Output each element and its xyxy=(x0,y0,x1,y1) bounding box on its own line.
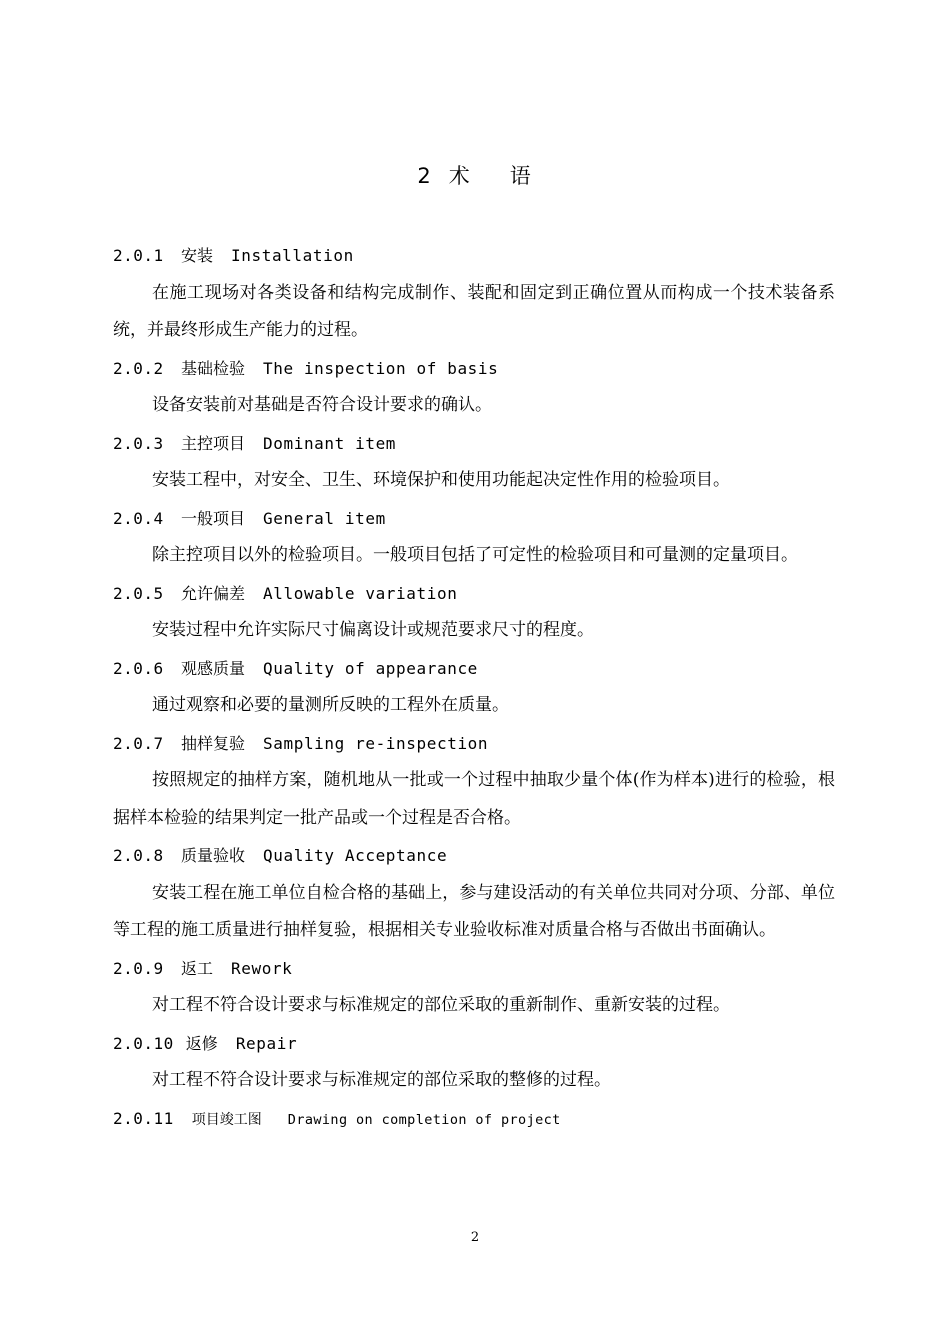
term-definition: 安装工程中，对安全、卫生、环境保护和使用功能起决定性作用的检验项目。 xyxy=(152,470,730,490)
term-number: 2.0.1 xyxy=(113,246,164,265)
term-heading xyxy=(113,350,835,388)
term-heading xyxy=(113,425,835,463)
term-entry-2-0-2 xyxy=(113,350,835,425)
term-entry-2-0-6 xyxy=(113,650,835,725)
terms-list xyxy=(113,237,835,1137)
term-zh: 质量验收 xyxy=(181,846,246,865)
term-en: Drawing on completion of project xyxy=(287,1111,561,1128)
page-number: 2 xyxy=(470,1230,480,1245)
term-entry-2-0-4 xyxy=(113,500,835,575)
page-title xyxy=(0,160,950,190)
term-number: 2.0.2 xyxy=(113,358,164,378)
term-definition: 按照规定的抽样方案，随机地从一批或一个过程中抽取少量个体(作为样本)进行的检验，根据样本检验的结果判定一批产品或一个过程是否合格。 xyxy=(113,770,835,828)
term-definition: 设备安装前对基础是否符合设计要求的确认。 xyxy=(152,395,492,415)
term-number: 2.0.5 xyxy=(113,583,164,603)
term-en: Dominant item xyxy=(263,433,397,453)
term-heading xyxy=(113,575,835,613)
term-number: 2.0.7 xyxy=(113,733,164,753)
term-zh: 返工 xyxy=(181,958,214,978)
term-entry-2-0-9 xyxy=(113,950,835,1025)
term-zh: 抽样复验 xyxy=(181,733,246,753)
term-zh: 允许偏差 xyxy=(181,583,246,603)
chapter-title-char-1: 术 xyxy=(448,164,472,188)
term-number: 2.0.9 xyxy=(113,958,164,978)
term-number: 2.0.11 xyxy=(113,1108,174,1128)
term-entry-2-0-10 xyxy=(113,1025,835,1100)
term-heading xyxy=(113,837,835,875)
term-zh: 一般项目 xyxy=(181,508,246,528)
term-en: Repair xyxy=(235,1033,298,1053)
term-zh: 项目竣工图 xyxy=(191,1111,262,1128)
term-entry-2-0-5 xyxy=(113,575,835,650)
term-en: General item xyxy=(263,508,386,528)
term-heading xyxy=(113,725,835,763)
term-en: Allowable variation xyxy=(263,583,458,603)
term-definition: 通过观察和必要的量测所反映的工程外在质量。 xyxy=(152,695,509,715)
term-zh: 返修 xyxy=(185,1033,218,1053)
term-number: 2.0.8 xyxy=(113,846,164,865)
term-entry-2-0-1 xyxy=(113,237,835,350)
term-en: Rework xyxy=(231,958,293,978)
term-en: The inspection of basis xyxy=(263,358,499,378)
term-zh: 安装 xyxy=(181,246,214,265)
term-entry-2-0-11 xyxy=(113,1100,835,1138)
term-entry-2-0-8 xyxy=(113,837,835,950)
term-zh: 主控项目 xyxy=(181,433,246,453)
term-definition: 除主控项目以外的检验项目。一般项目包括了可定性的检验项目和可量测的定量项目。 xyxy=(152,545,798,565)
term-en: Installation xyxy=(231,246,354,265)
term-heading xyxy=(113,650,835,688)
term-definition: 安装过程中允许实际尺寸偏离设计或规范要求尺寸的程度。 xyxy=(152,620,594,640)
term-en: Quality of appearance xyxy=(263,658,478,678)
term-definition: 对工程不符合设计要求与标准规定的部位采取的整修的过程。 xyxy=(152,1070,611,1090)
term-heading xyxy=(113,237,835,275)
term-number: 2.0.4 xyxy=(113,508,164,528)
term-definition: 安装工程在施工单位自检合格的基础上，参与建设活动的有关单位共同对分项、分部、单位等工程的施工质量进行抽样复验，根据相关专业验收标准对质量合格与否做出书面确认。 xyxy=(113,882,835,940)
term-heading xyxy=(113,1025,835,1063)
term-en: Quality Acceptance xyxy=(263,846,448,865)
term-number: 2.0.6 xyxy=(113,658,164,678)
term-definition: 对工程不符合设计要求与标准规定的部位采取的重新制作、重新安装的过程。 xyxy=(152,995,730,1015)
term-entry-2-0-7 xyxy=(113,725,835,838)
chapter-number: 2 xyxy=(417,164,433,188)
term-zh: 观感质量 xyxy=(181,658,246,678)
chapter-title-char-2: 语 xyxy=(509,164,533,188)
term-zh: 基础检验 xyxy=(181,358,246,378)
term-en: Sampling re-inspection xyxy=(263,733,489,753)
term-heading xyxy=(113,1100,835,1138)
term-heading xyxy=(113,500,835,538)
term-definition: 在施工现场对各类设备和结构完成制作、装配和固定到正确位置从而构成一个技术装备系统，并最终形成生产能力的过程。 xyxy=(113,282,835,340)
term-number: 2.0.10 xyxy=(113,1033,174,1053)
term-heading xyxy=(113,950,835,988)
term-number: 2.0.3 xyxy=(113,433,164,453)
term-entry-2-0-3 xyxy=(113,425,835,500)
